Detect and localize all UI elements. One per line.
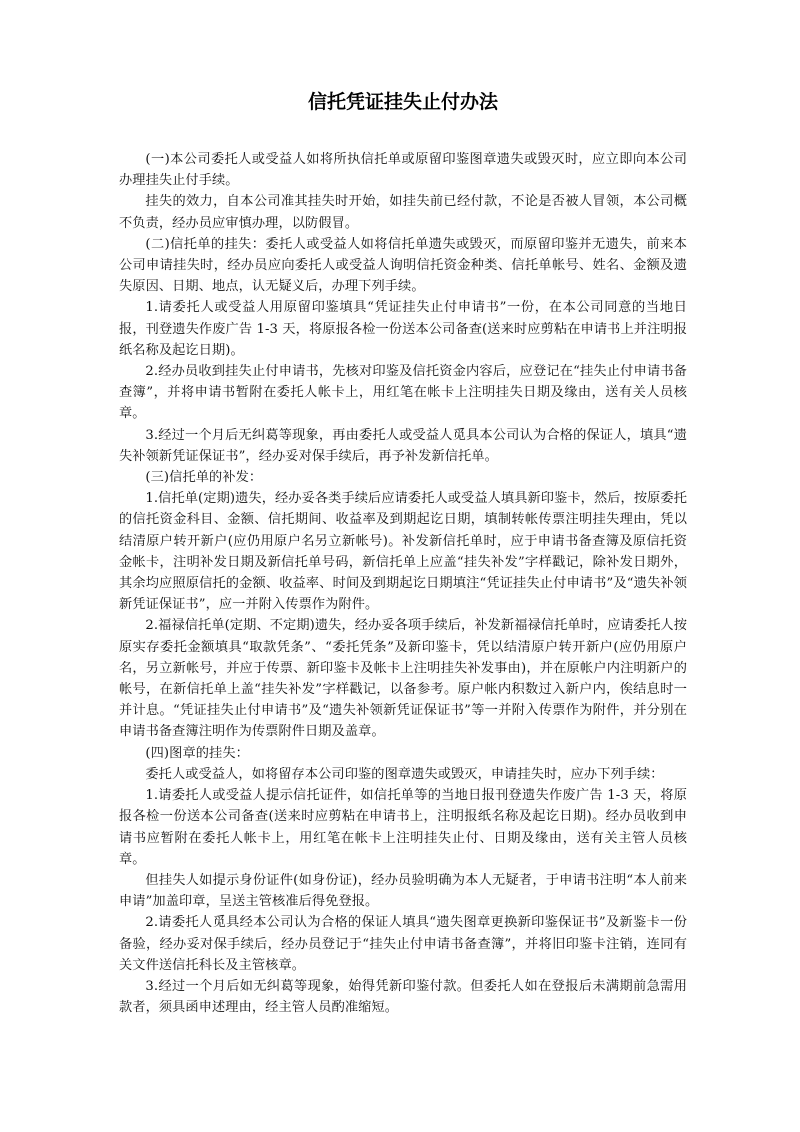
paragraph: 1.请委托人或受益人用原留印鉴填具“凭证挂失止付申请书”一份，在本公司同意的当地日报，刊登遗失作废广告 1-3 天，将原报各检一份送本公司备查(送来时应剪粘在申请书上并注明报纸名称及起讫日期)。 — [119, 300, 687, 358]
paragraph: 委托人或受益人，如将留存本公司印鉴的图章遗失或毁灭，申请挂失时，应办下列手续： — [145, 766, 664, 782]
section-heading: (三)信托单的补发： — [145, 470, 263, 486]
paragraph: 3.经过一个月后无纠葛等现象，再由委托人或受益人觅具本公司认为合格的保证人，填具“遗失补领新凭证保证书”，经办妥对保手续后，再予补发新信托单。 — [119, 427, 687, 464]
document-title: 信托凭证挂失止付办法 — [307, 91, 498, 113]
paragraph: 但挂失人如提示身份证件(如身份证)，经办员验明确为本人无疑者，于申请书注明“本人前来申请”加盖印章，呈送主管核准后得免登报。 — [119, 872, 687, 910]
paragraph: (一)本公司委托人或受益人如将所执信托单或原留印鉴图章遗失或毁灭时，应立即向本公司办理挂失止付手续。 — [119, 152, 687, 189]
paragraph: 2.经办员收到挂失止付申请书，先核对印鉴及信托资金内容后，应登记在“挂失止付申请书备查簿”，并将申请书暂附在委托人帐卡上，用红笔在帐卡上注明挂失日期及缘由，送有关人员核章。 — [119, 364, 687, 422]
section-heading: (四)图章的挂失： — [145, 745, 249, 761]
paragraph: 1.信托单(定期)遗失，经办妥各类手续后应请委托人或受益人填具新印鉴卡，然后，按原委托的信托资金科目、金额、信托期间、收益率及到期起讫日期，填制转帐传票注明挂失理由，凭以结清原户转开新户(应仍用原户名另立新帐号)。补发新信托单时，应于申请书备查簿及原信托资金帐卡，注明补发日期及新信托单号码，新信托单上应盖“挂失补发”字样戳记，除补发日期外，其余均应照原信托的金额、收益率、时间及到期起讫日期填注“凭证挂失止付申请书”及“遗失补领新凭证保证书”，应一并附入传票作为附件。 — [119, 491, 687, 613]
document-body — [119, 149, 687, 1018]
paragraph: 2.请委托人觅具经本公司认为合格的保证人填具“遗失图章更换新印鉴保证书”及新鉴卡一份备验，经办妥对保手续后，经办员登记于“挂失止付申请书备查簿”，并将旧印鉴卡注销，连同有关文件送信托科长及主管核章。 — [119, 915, 687, 973]
paragraph: 1.请委托人或受益人提示信托证件，如信托单等的当地日报刊登遗失作废广告 1-3 天，将原报各检一份送本公司备查(送来时应剪粘在申请书上，注明报纸名称及起讫日期)。经办员收到申请书应暂附在委托人帐卡上，用红笔在帐卡上注明挂失止付、日期及缘由，送有关主管人员核章。 — [119, 788, 687, 867]
paragraph: 3.经过一个月后如无纠葛等现象，始得凭新印鉴付款。但委托人如在登报后未满期前急需用款者，须具函申述理由，经主管人员酌准缩短。 — [119, 978, 687, 1016]
paragraph: (二)信托单的挂失：委托人或受益人如将信托单遗失或毁灭，而原留印鉴并无遗失，前来本公司申请挂失时，经办员应向委托人或受益人询明信托资金种类、信托单帐号、姓名、金额及遗失原因、日期、地点，认无疑义后，办理下列手续。 — [119, 236, 687, 295]
paragraph: 2.福禄信托单(定期、不定期)遗失，经办妥各项手续后，补发新福禄信托单时，应请委托人按原实存委托金额填具“取款凭条”、“委托凭条”及新印鉴卡，凭以结清原户转开新户(应仍用原户名，另立新帐号，并应于传票、新印鉴卡及帐卡上注明挂失补发事由)，并在原帐户内注明新户的帐号，在新信托单上盖“挂失补发”字样戳记，以备参考。原户帐内积数过入新户内，俟结息时一并计息。“凭证挂失止付申请书”及“遗失补领新凭证保证书”等一并附入传票作为附件，并分别在申请书备查簿注明作为传票附件日期及盖章。 — [119, 618, 687, 740]
document-page — [119, 90, 687, 1018]
paragraph: 挂失的效力，自本公司准其挂失时开始，如挂失前已经付款，不论是否被人冒领，本公司概不负责，经办员应审慎办理，以防假冒。 — [119, 194, 687, 231]
